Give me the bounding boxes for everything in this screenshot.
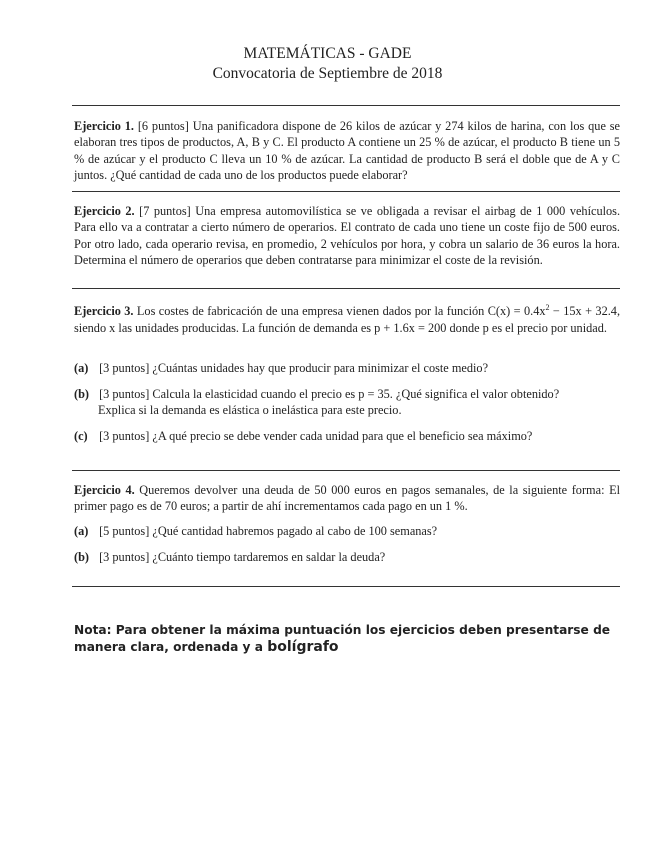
exercise-2-text: Una empresa automovilística se ve obligada a revisar el airbag de 1 000 vehículos. Para ello va a contratar a cierto número de operarios. El contrato de cada uno tiene un coste fijo de 500 euros. Por otro lado, cada operario revisa, en promedio, 2 vehículos por hora, y cobra un salario de 36 euros la hora. Determina el número de operarios que deben contratarse para minimizar el coste de la revisión. (74, 204, 621, 268)
exercise-4-part-b (74, 549, 620, 565)
part-points: [5 puntos] (99, 524, 150, 538)
part-text: Calcula la elasticidad cuando el precio es p = 35. ¿Qué significa el valor obtenido? (152, 387, 560, 401)
exercise-4-label: Ejercicio 4. (74, 483, 135, 497)
part-points: [3 puntos] (99, 429, 150, 443)
part-label: (a) (74, 361, 89, 375)
exercise-4-part-a (74, 523, 620, 539)
exercise-3-part-c (74, 428, 620, 444)
exercise-3-part-b (74, 386, 620, 419)
exercise-3 (74, 300, 620, 336)
exercise-2-points: [7 puntos] (139, 204, 191, 218)
exercise-1-points: [6 puntos] (137, 119, 189, 133)
note-last-word: bolígrafo (267, 639, 339, 655)
part-text: ¿Cuánto tiempo tardaremos en saldar la deuda? (152, 550, 386, 564)
exercise-3-part-a (74, 360, 620, 376)
part-text: ¿A qué precio se debe vender cada unidad para que el beneficio sea máximo? (152, 429, 533, 443)
note (74, 622, 622, 656)
exercise-1-label: Ejercicio 1. (74, 119, 134, 133)
divider (72, 586, 620, 587)
page-title: MATEMÁTICAS - GADE (243, 45, 412, 62)
exercise-4 (74, 482, 620, 515)
exercise-3-label: Ejercicio 3. (74, 304, 134, 319)
exercise-1 (74, 118, 620, 184)
divider (72, 105, 620, 106)
note-text: Nota: Para obtener la máxima puntuación los ejercicios deben presentarse de manera clara, ordenada y a (74, 623, 611, 654)
part-label: (a) (74, 524, 89, 538)
part-label: (b) (74, 387, 90, 401)
exercise-2 (74, 203, 620, 269)
exercise-4-text: Queremos devolver una deuda de 50 000 euros en pagos semanales, de la siguiente forma: El primer pago es de 70 euros; a partir de ahí incrementamos cada pago en un 1 %. (74, 483, 620, 514)
page-subtitle: Convocatoria de Septiembre de 2018 (212, 65, 443, 82)
divider (72, 470, 620, 471)
exercise-1-text: Una panificadora dispone de 26 kilos de azúcar y 274 kilos de harina, con los que se elaboran tres tipos de productos, A, B y C. El producto A contiene un 25 % de azúcar, el producto B tiene un 5 % de azúcar y el producto C lleva un 10 % de azúcar. La cantidad de producto B será el doble que de A y C juntos. ¿Qué cantidad de cada uno de los productos puede elaborar? (74, 119, 621, 183)
divider (72, 191, 620, 192)
part-text: ¿Cuántas unidades hay que producir para minimizar el coste medio? (152, 361, 489, 375)
exercise-3-text: Los costes de fabricación de una empresa vienen dados por la función $C(x) = 0.4x^2 - 15x + 32.4$, siendo x las unidades producidas. La función de demanda es p + 1.6x = 200 donde p es el precio por unidad. (74, 303, 621, 335)
part-text-continued: Explica si la demanda es elástica o inelástica para este precio. (98, 403, 402, 418)
part-text: ¿Qué cantidad habremos pagado al cabo de 100 semanas? (152, 524, 438, 538)
part-points: [3 puntos] (99, 387, 150, 401)
part-points: [3 puntos] (99, 550, 150, 564)
divider (72, 288, 620, 289)
part-label: (b) (74, 550, 90, 564)
exercise-2-label: Ejercicio 2. (74, 204, 135, 218)
part-points: [3 puntos] (99, 361, 150, 375)
part-label: (c) (74, 429, 88, 443)
